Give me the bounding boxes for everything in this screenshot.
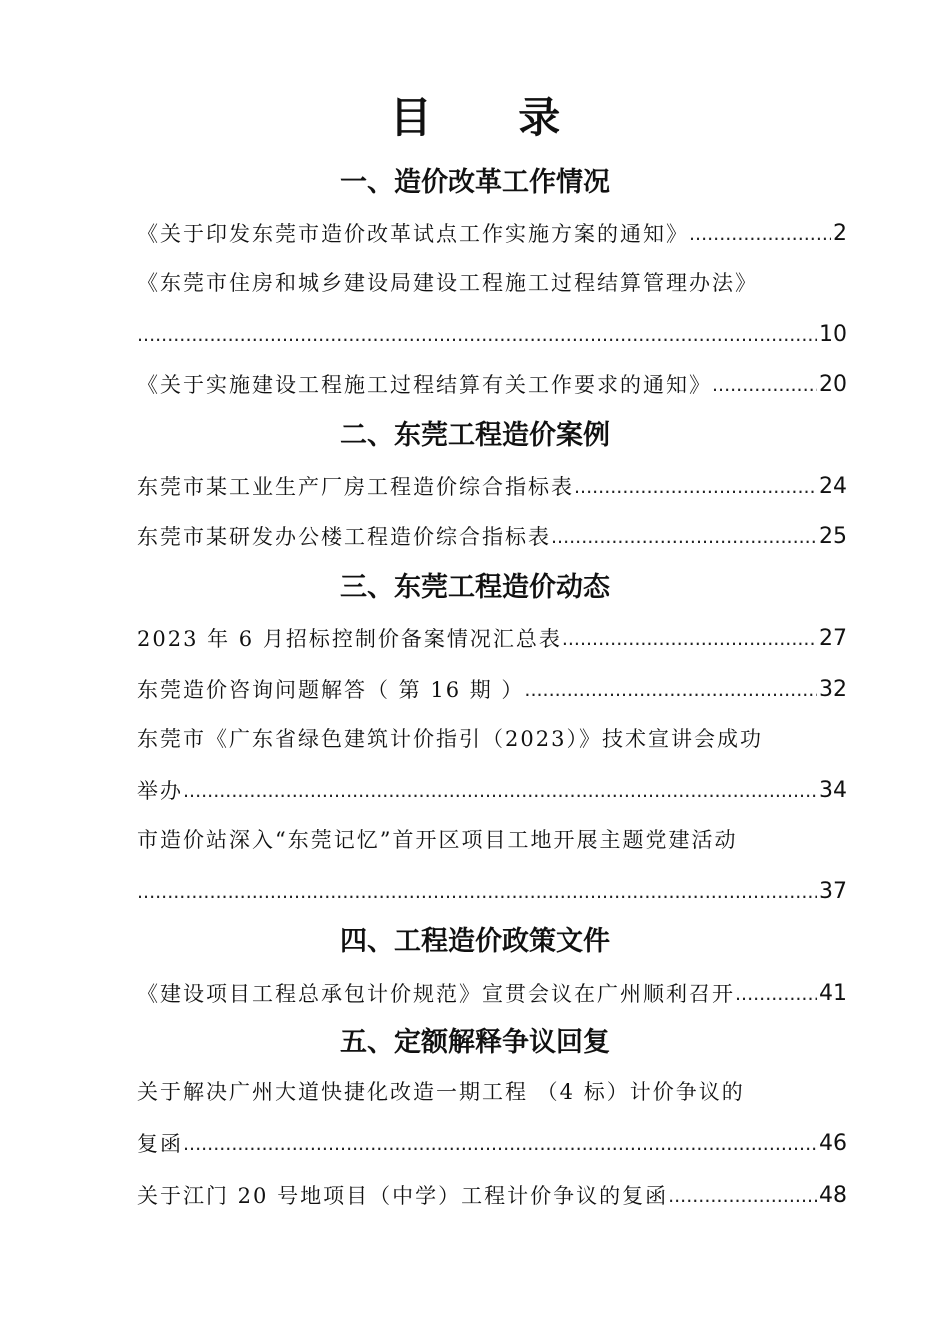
toc-page-number: 32	[819, 677, 847, 702]
section-heading-3: 三、东莞工程造价动态	[340, 572, 610, 603]
toc-entry-text: 《建设项目工程总承包计价规范》宣贯会议在广州顺利召开	[137, 982, 735, 1006]
toc-entry-text-line1[interactable]: 关于解决广州大道快捷化改造一期工程 （4 标）计价争议的	[137, 1080, 745, 1104]
toc-entry-text-line1[interactable]: 东莞市《广东省绿色建筑计价指引（2023）》技术宣讲会成功	[137, 727, 763, 751]
toc-page-number: 24	[819, 474, 847, 499]
toc-page-number: 48	[819, 1183, 847, 1208]
toc-entry-text: 东莞造价咨询问题解答（ 第 16 期 ）	[137, 678, 525, 702]
dot-leader	[562, 624, 817, 654]
toc-entry-text: 东莞市某研发办公楼工程造价综合指标表	[137, 525, 551, 549]
toc-entry-text-line1[interactable]: 《东莞市住房和城乡建设局建设工程施工过程结算管理办法》	[137, 271, 758, 295]
toc-entry[interactable]	[137, 772, 847, 806]
toc-entry[interactable]	[137, 671, 847, 705]
dot-leader	[712, 370, 817, 400]
dot-leader	[137, 877, 817, 907]
toc-entry[interactable]	[137, 316, 847, 350]
dot-leader	[137, 320, 817, 350]
toc-entry-text-line1[interactable]: 市造价站深入“东莞记忆”首开区项目工地开展主题党建活动	[137, 828, 738, 852]
toc-entry[interactable]	[137, 518, 847, 552]
toc-page-number: 41	[819, 981, 847, 1006]
toc-page-number: 34	[819, 778, 847, 803]
toc-entry-text: 复函	[137, 1132, 183, 1156]
dot-leader	[668, 1181, 817, 1211]
dot-leader	[183, 776, 817, 806]
toc-page-number: 2	[833, 221, 847, 246]
toc-entry[interactable]	[137, 1177, 847, 1211]
dot-leader	[735, 979, 817, 1009]
toc-page-number: 37	[819, 879, 847, 904]
toc-entry[interactable]	[137, 468, 847, 502]
toc-page-number: 27	[819, 626, 847, 651]
toc-entry-text: 2023 年 6 月招标控制价备案情况汇总表	[137, 627, 562, 651]
toc-page-number: 25	[819, 524, 847, 549]
section-heading-2: 二、东莞工程造价案例	[340, 420, 610, 451]
dot-leader	[183, 1129, 817, 1159]
section-heading-4: 四、工程造价政策文件	[340, 926, 610, 957]
section-heading-1: 一、造价改革工作情况	[340, 167, 610, 198]
dot-leader	[689, 219, 831, 249]
toc-entry-text: 《关于实施建设工程施工过程结算有关工作要求的通知》	[137, 373, 712, 397]
toc-entry[interactable]	[137, 620, 847, 654]
toc-entry[interactable]	[137, 975, 847, 1009]
toc-entry[interactable]	[137, 1125, 847, 1159]
toc-entry-text: 举办	[137, 779, 183, 803]
toc-page-number: 20	[819, 372, 847, 397]
toc-entry-text: 《关于印发东莞市造价改革试点工作实施方案的通知》	[137, 222, 689, 246]
toc-page-number: 46	[819, 1131, 847, 1156]
section-heading-5: 五、定额解释争议回复	[340, 1027, 610, 1058]
dot-leader	[551, 522, 817, 552]
dot-leader	[524, 675, 817, 705]
toc-entry[interactable]	[137, 215, 847, 249]
toc-entry-text: 关于江门 20 号地项目（中学）工程计价争议的复函	[137, 1184, 669, 1208]
toc-page-number: 10	[819, 322, 847, 347]
toc-title: 目 录	[389, 93, 597, 142]
toc-entry[interactable]	[137, 366, 847, 400]
toc-entry[interactable]	[137, 873, 847, 907]
dot-leader	[574, 472, 817, 502]
toc-entry-text: 东莞市某工业生产厂房工程造价综合指标表	[137, 475, 574, 499]
